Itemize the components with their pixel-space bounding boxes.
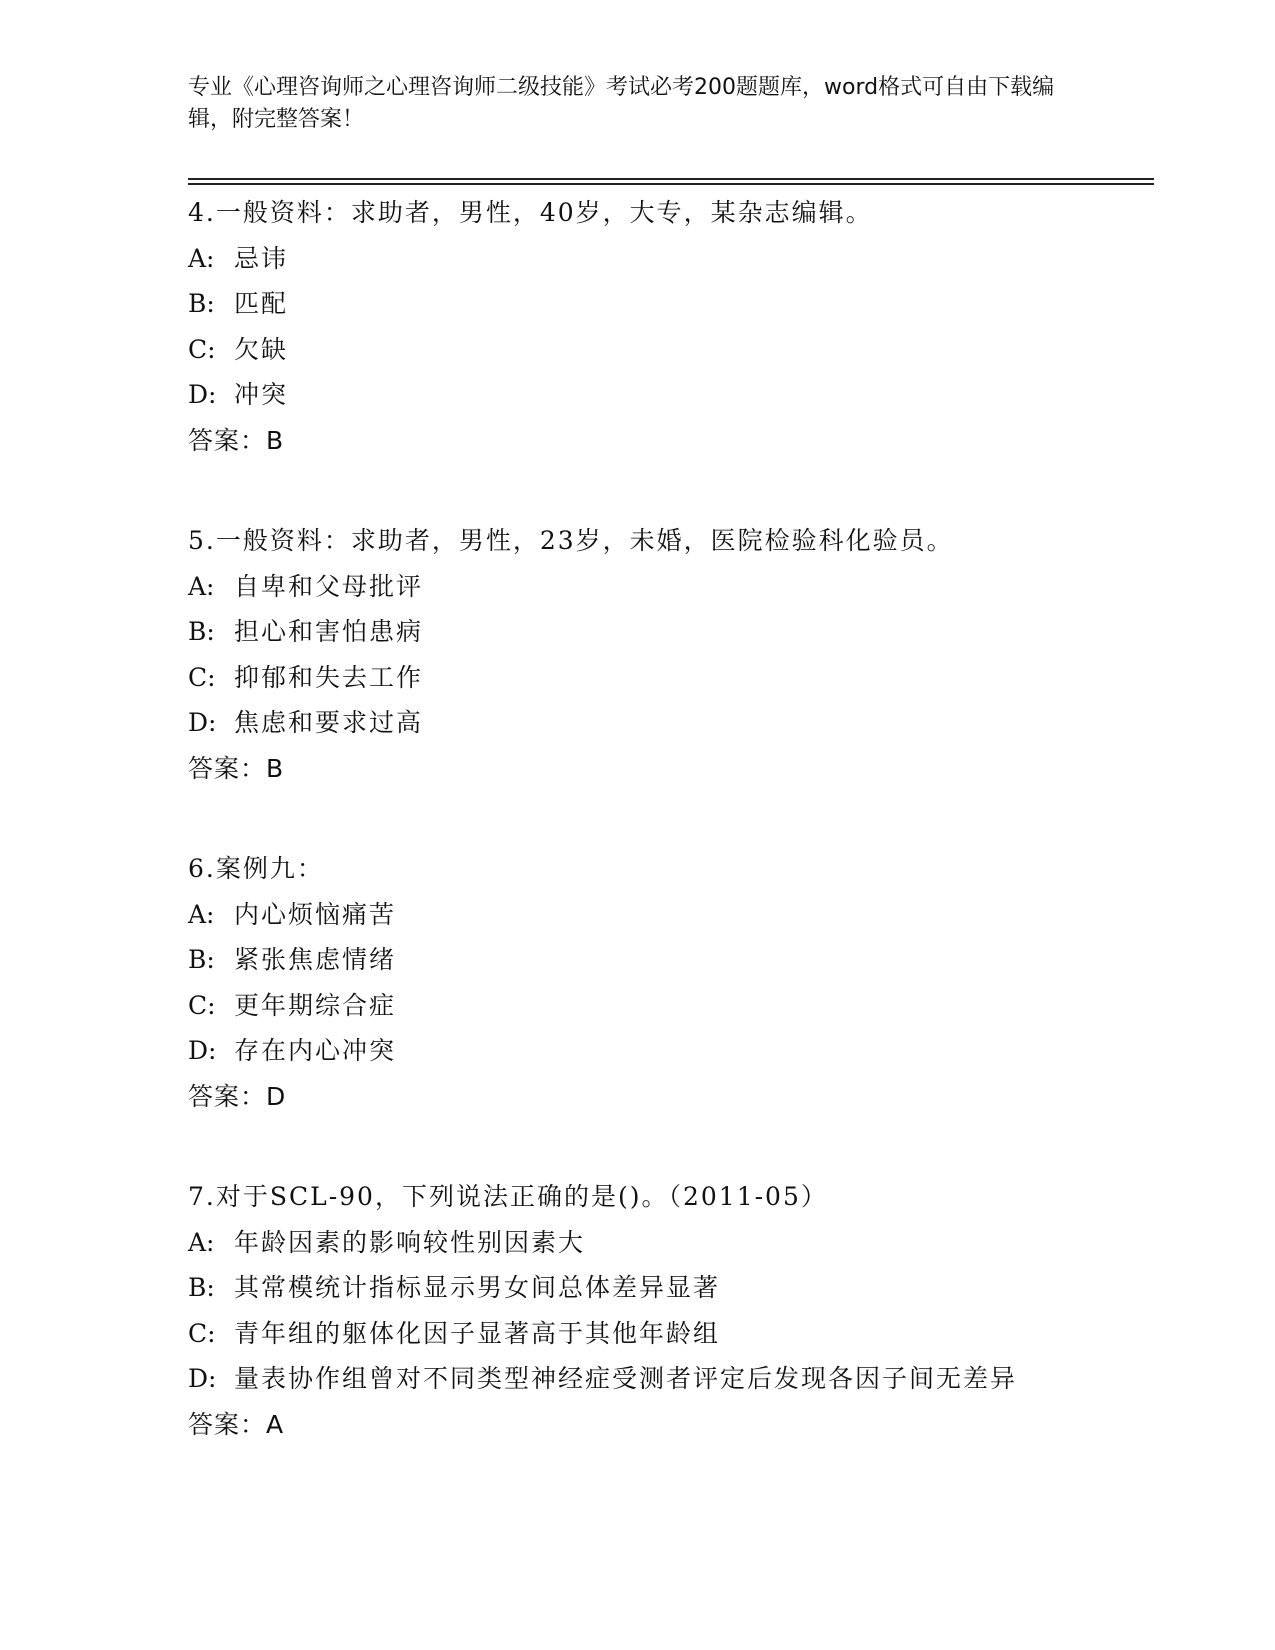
option-letter: D: xyxy=(188,1364,217,1393)
question-title: 5.一般资料：求助者，男性，23岁，未婚，医院检验科化验员。 xyxy=(188,526,954,555)
option-text: 年龄因素的影响较性别因素大 xyxy=(234,1227,586,1257)
header-divider-bottom xyxy=(188,183,1154,185)
option-c xyxy=(188,983,1154,1029)
option-letter: D: xyxy=(188,708,217,737)
option-d xyxy=(188,372,1154,418)
question-6 xyxy=(188,846,1154,1119)
option-text: 量表协作组曾对不同类型神经症受测者评定后发现各因子间无差异 xyxy=(234,1364,1018,1393)
answer-line: 答案：B xyxy=(188,425,285,455)
option-text: 欠缺 xyxy=(234,334,289,364)
question-title: 4.一般资料：求助者，男性，40岁，大专，某杂志编辑。 xyxy=(188,198,873,227)
option-c xyxy=(188,655,1154,701)
question-7 xyxy=(188,1174,1154,1447)
option-letter: C: xyxy=(188,334,216,364)
option-letter: C: xyxy=(188,990,216,1020)
option-b xyxy=(188,937,1154,983)
option-letter: B: xyxy=(188,289,215,318)
option-b xyxy=(188,281,1154,327)
question-title: 6.案例九： xyxy=(188,854,324,883)
option-letter: C: xyxy=(188,1318,216,1348)
answer-line: 答案：D xyxy=(188,1081,287,1111)
option-c xyxy=(188,1311,1154,1357)
option-a xyxy=(188,236,1154,282)
option-text: 内心烦恼痛苦 xyxy=(234,899,397,929)
answer-line: 答案：B xyxy=(188,753,285,783)
option-letter: A: xyxy=(188,243,215,273)
option-text: 担心和害怕患病 xyxy=(234,617,424,646)
option-b xyxy=(188,1265,1154,1311)
option-text: 自卑和父母批评 xyxy=(234,571,424,601)
question-5 xyxy=(188,518,1154,791)
option-letter: B: xyxy=(188,617,215,646)
option-letter: D: xyxy=(188,380,217,409)
option-text: 抑郁和失去工作 xyxy=(234,662,424,692)
document-intro: 专业《心理咨询师之心理咨询师二级技能》考试必考200题题库，word格式可自由下载编辑，附完整答案！ xyxy=(188,75,1055,132)
question-4 xyxy=(188,190,1154,463)
option-a xyxy=(188,1220,1154,1266)
option-letter: B: xyxy=(188,945,215,974)
option-letter: A: xyxy=(188,899,215,929)
question-title: 7.对于SCL-90，下列说法正确的是()。（2011-05） xyxy=(188,1182,828,1211)
option-text: 冲突 xyxy=(234,380,289,409)
option-d xyxy=(188,1356,1154,1402)
option-letter: D: xyxy=(188,1036,217,1065)
option-letter: C: xyxy=(188,662,216,692)
option-text: 匹配 xyxy=(234,289,289,318)
option-text: 紧张焦虑情绪 xyxy=(234,945,397,974)
answer-line: 答案：A xyxy=(188,1409,285,1439)
option-text: 青年组的躯体化因子显著高于其他年龄组 xyxy=(234,1318,721,1348)
option-b xyxy=(188,609,1154,655)
option-text: 其常模统计指标显示男女间总体差异显著 xyxy=(234,1273,721,1302)
option-text: 焦虑和要求过高 xyxy=(234,708,424,737)
option-d xyxy=(188,700,1154,746)
question-list xyxy=(188,190,1154,1502)
option-c xyxy=(188,327,1154,373)
option-letter: B: xyxy=(188,1273,215,1302)
option-a xyxy=(188,564,1154,610)
header-divider-top xyxy=(188,178,1154,180)
option-letter: A: xyxy=(188,1227,215,1257)
option-text: 忌讳 xyxy=(234,243,289,273)
option-d xyxy=(188,1028,1154,1074)
option-letter: A: xyxy=(188,571,215,601)
option-text: 存在内心冲突 xyxy=(234,1036,397,1065)
option-a xyxy=(188,892,1154,938)
option-text: 更年期综合症 xyxy=(234,990,397,1020)
